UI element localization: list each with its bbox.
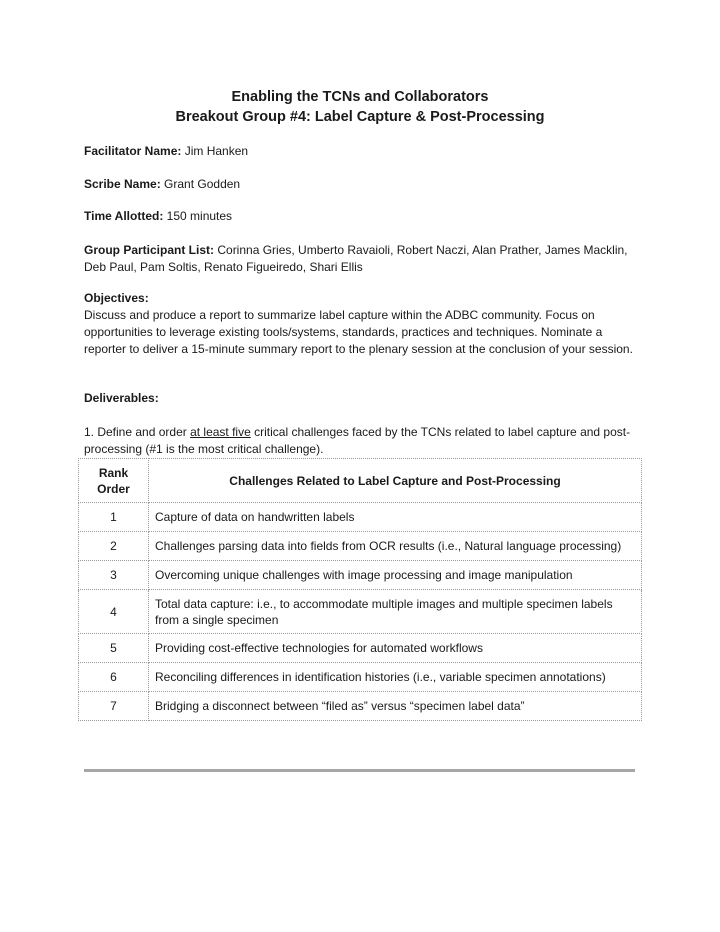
facilitator-label: Facilitator Name: (84, 144, 182, 158)
deliverable-underlined: at least five (190, 425, 251, 439)
rank-cell: 6 (79, 663, 149, 692)
table-header-row (79, 459, 642, 503)
deliverable-prefix: 1. Define and order (84, 425, 191, 439)
horizontal-rule (84, 769, 635, 772)
scribe-field (84, 176, 644, 193)
time-value: 150 minutes (163, 209, 233, 223)
participants-value: Corinna Gries, Umberto Ravaioli, Robert Naczi, Alan Prather, James Macklin, Deb Paul, Pam Soltis, Renato Figueiredo, Shari Ellis (84, 243, 628, 274)
rank-cell: 1 (79, 503, 149, 532)
challenge-cell: Challenges parsing data into fields from OCR results (i.e., Natural language processing) (149, 532, 642, 561)
objectives-heading: Objectives: (84, 291, 149, 305)
table-row (79, 532, 642, 561)
time-label: Time Allotted: (84, 209, 164, 223)
document-subtitle: Breakout Group #4: Label Capture & Post-Processing (175, 109, 545, 125)
challenge-cell: Overcoming unique challenges with image processing and image manipulation (149, 561, 642, 590)
facilitator-value: Jim Hanken (181, 144, 249, 158)
rank-cell: 3 (79, 561, 149, 590)
table-row (79, 634, 642, 663)
rank-cell: 4 (79, 590, 149, 634)
table-row (79, 561, 642, 590)
challenge-cell: Reconciling differences in identification histories (i.e., variable specimen annotations) (149, 663, 642, 692)
deliverables-heading: Deliverables: (84, 391, 159, 405)
participants-label: Group Participant List: (84, 243, 215, 257)
rank-cell: 2 (79, 532, 149, 561)
deliverable-suffix: critical challenges faced by the TCNs related to label capture and post-processing (#1 is the most critical challenge). (84, 425, 631, 456)
objectives-text: Discuss and produce a report to summarize label capture within the ADBC community. Focus on opportunities to leverage existing tools/systems, standards, practices and techniques. Nominate a reporter to deliver a 15-minute summary report to the plenary session at the conclusion of your session. (84, 308, 633, 356)
table-row (79, 663, 642, 692)
table-row (79, 692, 642, 721)
challenge-cell: Capture of data on handwritten labels (149, 503, 642, 532)
scribe-label: Scribe Name: (84, 177, 161, 191)
rank-cell: 5 (79, 634, 149, 663)
challenge-cell: Total data capture: i.e., to accommodate multiple images and multiple specimen labels from a single specimen (149, 590, 642, 634)
time-field (84, 208, 644, 225)
challenge-cell: Providing cost-effective technologies for automated workflows (149, 634, 642, 663)
table-row (79, 503, 642, 532)
header-challenge: Challenges Related to Label Capture and Post-Processing (149, 459, 642, 503)
document-title: Enabling the TCNs and Collaborators (231, 89, 489, 105)
participants-field (84, 242, 644, 276)
table-row (79, 590, 642, 634)
rank-cell: 7 (79, 692, 149, 721)
challenge-cell: Bridging a disconnect between “filed as” versus “specimen label data” (149, 692, 642, 721)
facilitator-field (84, 143, 644, 160)
deliverable-item-1 (84, 424, 644, 458)
scribe-value: Grant Godden (160, 177, 241, 191)
header-rank: Rank Order (79, 459, 149, 503)
challenges-table (78, 458, 642, 721)
